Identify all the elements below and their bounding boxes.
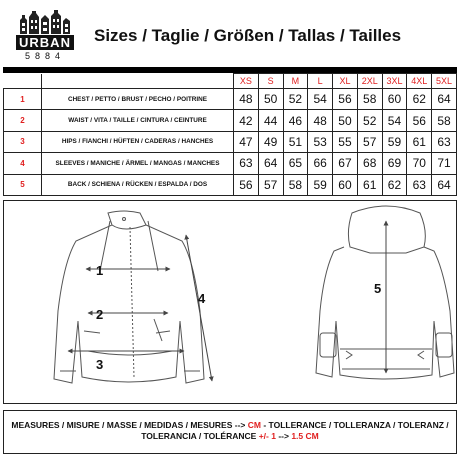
jacket-front-icon	[54, 211, 204, 383]
jacket-diagram-svg	[4, 201, 456, 403]
size-header: 4XL	[407, 74, 432, 89]
measure-value: 50	[258, 89, 283, 110]
measure-value: 64	[432, 174, 457, 195]
measure-label: BACK / SCHIENA / RÜCKEN / ESPALDA / DOS	[42, 174, 234, 195]
size-header: M	[283, 74, 308, 89]
arrow-text: -->	[278, 431, 289, 441]
empty-header-cell	[4, 74, 42, 89]
unit-label: CM	[247, 420, 261, 430]
size-header: XS	[234, 74, 259, 89]
measure-value: 70	[407, 153, 432, 174]
measure-value: 55	[333, 131, 358, 152]
measure-value: 53	[308, 131, 333, 152]
measure-value: 68	[357, 153, 382, 174]
measure-value: 58	[283, 174, 308, 195]
measure-label: HIPS / FIANCHI / HÜFTEN / CADERAS / HANCHES	[42, 131, 234, 152]
row-number: 5	[4, 174, 42, 195]
measure-value: 46	[283, 110, 308, 131]
measure-value: 54	[382, 110, 407, 131]
measure-value: 44	[258, 110, 283, 131]
brand-name: URBAN	[16, 35, 74, 50]
measurement-diagram	[3, 200, 457, 404]
measure-value: 47	[234, 131, 259, 152]
measure-value: 54	[308, 89, 333, 110]
measure-value: 71	[432, 153, 457, 174]
measure-value: 62	[407, 89, 432, 110]
measure-value: 58	[357, 89, 382, 110]
measure-value: 58	[432, 110, 457, 131]
marker-hips: 3	[96, 357, 104, 372]
tolerance-label-2: TOLERANCIA / TOLÉRANCE	[141, 431, 257, 441]
size-header: XL	[333, 74, 358, 89]
row-number: 2	[4, 110, 42, 131]
tolerance-line-1	[11, 420, 448, 430]
measure-value: 63	[234, 153, 259, 174]
marker-waist: 2	[96, 307, 104, 322]
measure-value: 60	[333, 174, 358, 195]
tolerance-range: 1.5 CM	[291, 431, 319, 441]
size-header: 5XL	[432, 74, 457, 89]
measure-value: 48	[308, 110, 333, 131]
measure-value: 69	[382, 153, 407, 174]
measure-value: 57	[357, 131, 382, 152]
measure-value: 42	[234, 110, 259, 131]
measure-label: CHEST / PETTO / BRUST / PECHO / POITRINE	[42, 89, 234, 110]
measure-value: 51	[283, 131, 308, 152]
measure-value: 52	[283, 89, 308, 110]
measure-value: 56	[407, 110, 432, 131]
empty-header-cell	[42, 74, 234, 89]
tolerance-line-2	[141, 431, 318, 441]
measure-value: 59	[308, 174, 333, 195]
measure-value: 56	[333, 89, 358, 110]
measure-value: 64	[258, 153, 283, 174]
measure-value: 49	[258, 131, 283, 152]
measures-label: MEASURES / MISURE / MASSE / MEDIDAS / MESURES -->	[11, 420, 246, 430]
table-row	[4, 153, 457, 174]
marker-back: 5	[374, 281, 382, 296]
brand-logo	[14, 10, 76, 62]
measure-value: 61	[357, 174, 382, 195]
measure-value: 67	[333, 153, 358, 174]
measure-value: 63	[432, 131, 457, 152]
marker-sleeves: 4	[198, 291, 206, 306]
measure-label: WAIST / VITA / TAILLE / CINTURA / CEINTURE	[42, 110, 234, 131]
measure-value: 59	[382, 131, 407, 152]
row-number: 4	[4, 153, 42, 174]
townhouse-icon	[18, 10, 72, 34]
measure-value: 64	[432, 89, 457, 110]
table-row	[4, 110, 457, 131]
page-title: Sizes / Taglie / Größen / Tallas / Tailles	[94, 26, 402, 45]
marker-chest: 1	[96, 263, 104, 278]
measure-value: 57	[258, 174, 283, 195]
size-header: S	[258, 74, 283, 89]
measure-value: 63	[407, 174, 432, 195]
row-number: 3	[4, 131, 42, 152]
measure-value: 65	[283, 153, 308, 174]
measure-value: 48	[234, 89, 259, 110]
tolerance-value: +/- 1	[258, 431, 276, 441]
tolerance-label: - TOLLERANCE / TOLLERANZA / TOLERANZ /	[263, 420, 449, 430]
measure-value: 61	[407, 131, 432, 152]
table-row	[4, 89, 457, 110]
measure-value: 62	[382, 174, 407, 195]
size-table	[3, 73, 457, 196]
measure-label: SLEEVES / MANICHE / ÄRMEL / MANGAS / MANCHES	[42, 153, 234, 174]
table-row	[4, 131, 457, 152]
measure-arrows-front	[68, 235, 212, 381]
measure-value: 50	[333, 110, 358, 131]
measure-value: 56	[234, 174, 259, 195]
size-header: L	[308, 74, 333, 89]
row-number: 1	[4, 89, 42, 110]
size-header: 2XL	[357, 74, 382, 89]
tolerance-note	[3, 410, 457, 454]
measure-value: 60	[382, 89, 407, 110]
measure-value: 66	[308, 153, 333, 174]
measure-value: 52	[357, 110, 382, 131]
size-header-row	[4, 74, 457, 89]
table-row	[4, 174, 457, 195]
brand-number: 5884	[24, 51, 66, 61]
jacket-back-icon	[316, 206, 454, 379]
size-header: 3XL	[382, 74, 407, 89]
